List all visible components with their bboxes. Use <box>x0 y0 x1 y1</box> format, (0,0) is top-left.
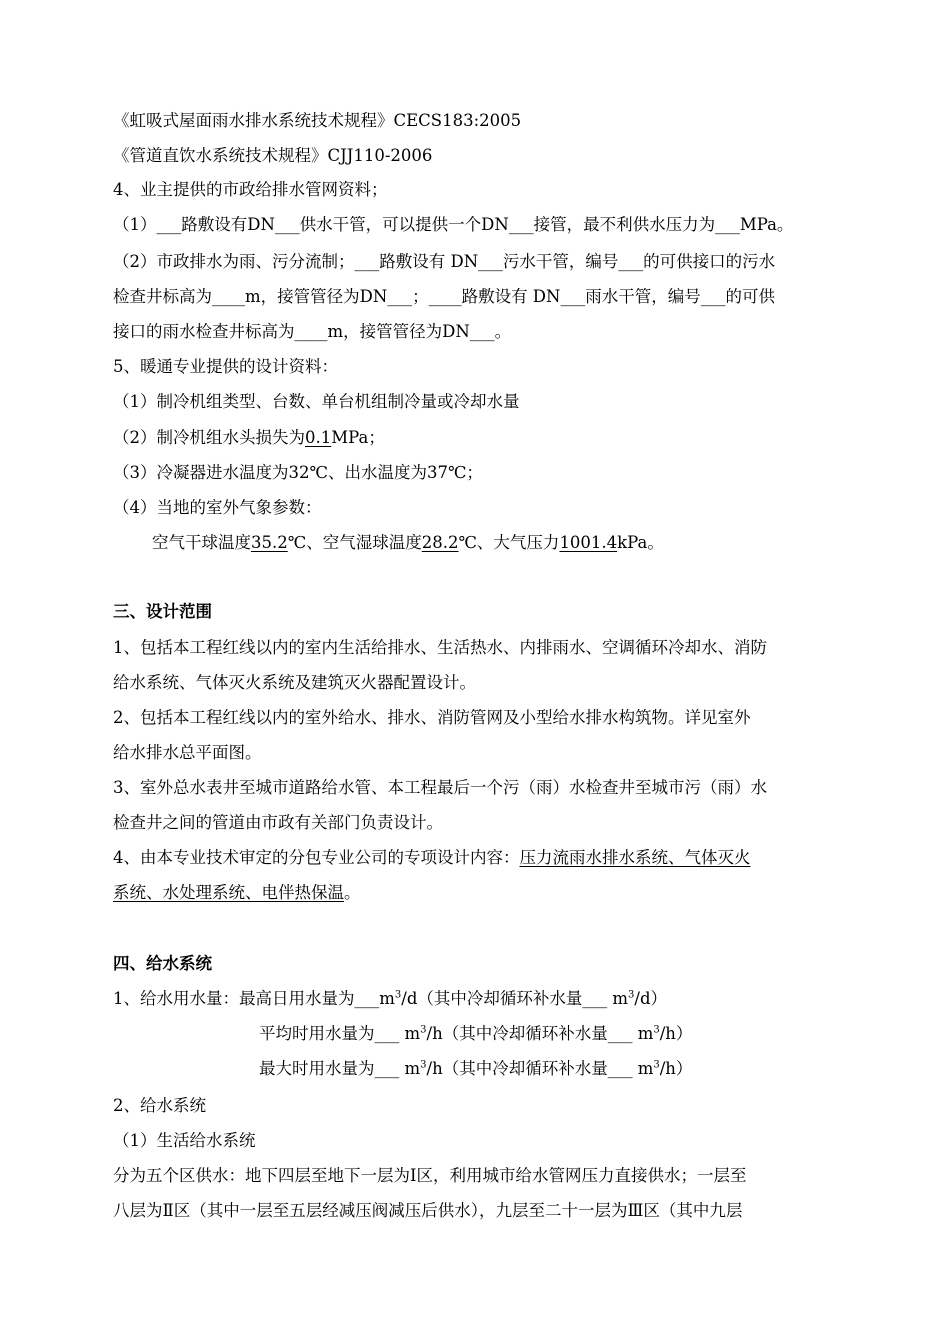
section-3-item1-line2: 给水系统、气体灭火系统及建筑灭火器配置设计。 <box>113 673 476 692</box>
text: 1、给水用水量：最高日用水量为___m <box>113 989 395 1008</box>
text: kPa。 <box>617 533 664 552</box>
superscript: 3 <box>628 989 635 1001</box>
item-4-p2-line1: （2）市政排水为雨、污分流制；___路敷设有 DN___污水干管，编号___的可供接口的污水 <box>113 252 776 271</box>
water-demand-avg-hour <box>259 1022 692 1046</box>
text: 。 <box>344 883 361 902</box>
underlined-text: 压力流雨水排水系统、气体灭火 <box>519 848 751 867</box>
item-4-p2-line3: 接口的雨水检查井标高为____m，接管管径为DN___。 <box>113 322 512 341</box>
text: ℃、空气湿球温度 <box>287 533 422 552</box>
section-4-item2: 2、给水系统 <box>113 1096 206 1115</box>
section-4-heading: 四、给水系统 <box>113 954 212 973</box>
text: 最大时用水量为___ m <box>259 1059 421 1078</box>
text: 4、由本专业技术审定的分包专业公司的专项设计内容： <box>113 848 520 867</box>
text: /h） <box>659 1024 693 1043</box>
item-5-p2 <box>113 426 385 450</box>
item-5-title: 5、暖通专业提供的设计资料： <box>113 357 338 376</box>
text: 空气干球温度 <box>152 533 251 552</box>
item-5-p4: （4）当地的室外气象参数： <box>113 498 322 517</box>
section-4-para-line1: 分为五个区供水：地下四层至地下一层为Ⅰ区，利用城市给水管网压力直接供水；一层至 <box>113 1166 747 1185</box>
text: /d（其中冷却循环补水量___ m <box>401 989 629 1008</box>
section-4-para-line2: 八层为Ⅱ区（其中一层至五层经减压阀减压后供水），九层至二十一层为Ⅲ区（其中九层 <box>113 1201 743 1220</box>
text: /h（其中冷却循环补水量___ m <box>426 1024 654 1043</box>
underlined-value: 28.2 <box>421 533 459 552</box>
superscript: 3 <box>420 1059 427 1071</box>
standard-line: 《虹吸式屋面雨水排水系统技术规程》CECS183:2005 <box>113 111 522 130</box>
section-3-item3-line2: 检查井之间的管道由市政有关部门负责设计。 <box>113 813 443 832</box>
section-3-item2-line2: 给水排水总平面图。 <box>113 743 262 762</box>
underlined-value: 1001.4 <box>559 533 618 552</box>
superscript: 3 <box>653 1059 660 1071</box>
climate-parameters <box>152 531 664 555</box>
text: /h） <box>659 1059 693 1078</box>
underlined-text: 系统、水处理系统、电伴热保温 <box>113 883 344 902</box>
section-3-item3-line1: 3、室外总水表井至城市道路给水管、本工程最后一个污（雨）水检查井至城市污（雨）水 <box>113 778 767 797</box>
section-3-item4-line2 <box>113 881 361 905</box>
text: /d） <box>634 989 668 1008</box>
section-4-sub1: （1）生活给水系统 <box>113 1131 256 1150</box>
text: MPa； <box>331 428 385 447</box>
standard-line: 《管道直饮水系统技术规程》CJJ110-2006 <box>113 146 433 165</box>
underlined-value: 0.1 <box>305 428 332 447</box>
text: 平均时用水量为___ m <box>259 1024 421 1043</box>
water-demand-max-day <box>113 987 667 1011</box>
item-4-title: 4、业主提供的市政给排水管网资料； <box>113 180 388 199</box>
text: （2）制冷机组水头损失为 <box>113 428 305 447</box>
section-3-heading: 三、设计范围 <box>113 602 212 621</box>
item-4-p1: （1）___路敷设有DN___供水干管，可以提供一个DN___接管，最不利供水压力为___MPa。 <box>113 215 794 234</box>
item-5-p3: （3）冷凝器进水温度为32℃、出水温度为37℃； <box>113 463 483 482</box>
item-5-p1: （1）制冷机组类型、台数、单台机组制冷量或冷却水量 <box>113 392 520 411</box>
section-3-item1-line1: 1、包括本工程红线以内的室内生活给排水、生活热水、内排雨水、空调循环冷却水、消防 <box>113 638 767 657</box>
section-3-item4-line1 <box>113 846 751 870</box>
superscript: 3 <box>653 1024 660 1036</box>
water-demand-max-hour <box>259 1057 692 1081</box>
text: /h（其中冷却循环补水量___ m <box>426 1059 654 1078</box>
underlined-value: 35.2 <box>251 533 288 552</box>
superscript: 3 <box>394 989 402 1001</box>
section-3-item2-line1: 2、包括本工程红线以内的室外给水、排水、消防管网及小型给水排水构筑物。详见室外 <box>113 708 751 727</box>
item-4-p2-line2: 检查井标高为____m，接管管径为DN___；____路敷设有 DN___雨水干管，编号___的可供 <box>113 287 775 306</box>
text: ℃、大气压力 <box>458 533 560 552</box>
superscript: 3 <box>420 1024 427 1036</box>
